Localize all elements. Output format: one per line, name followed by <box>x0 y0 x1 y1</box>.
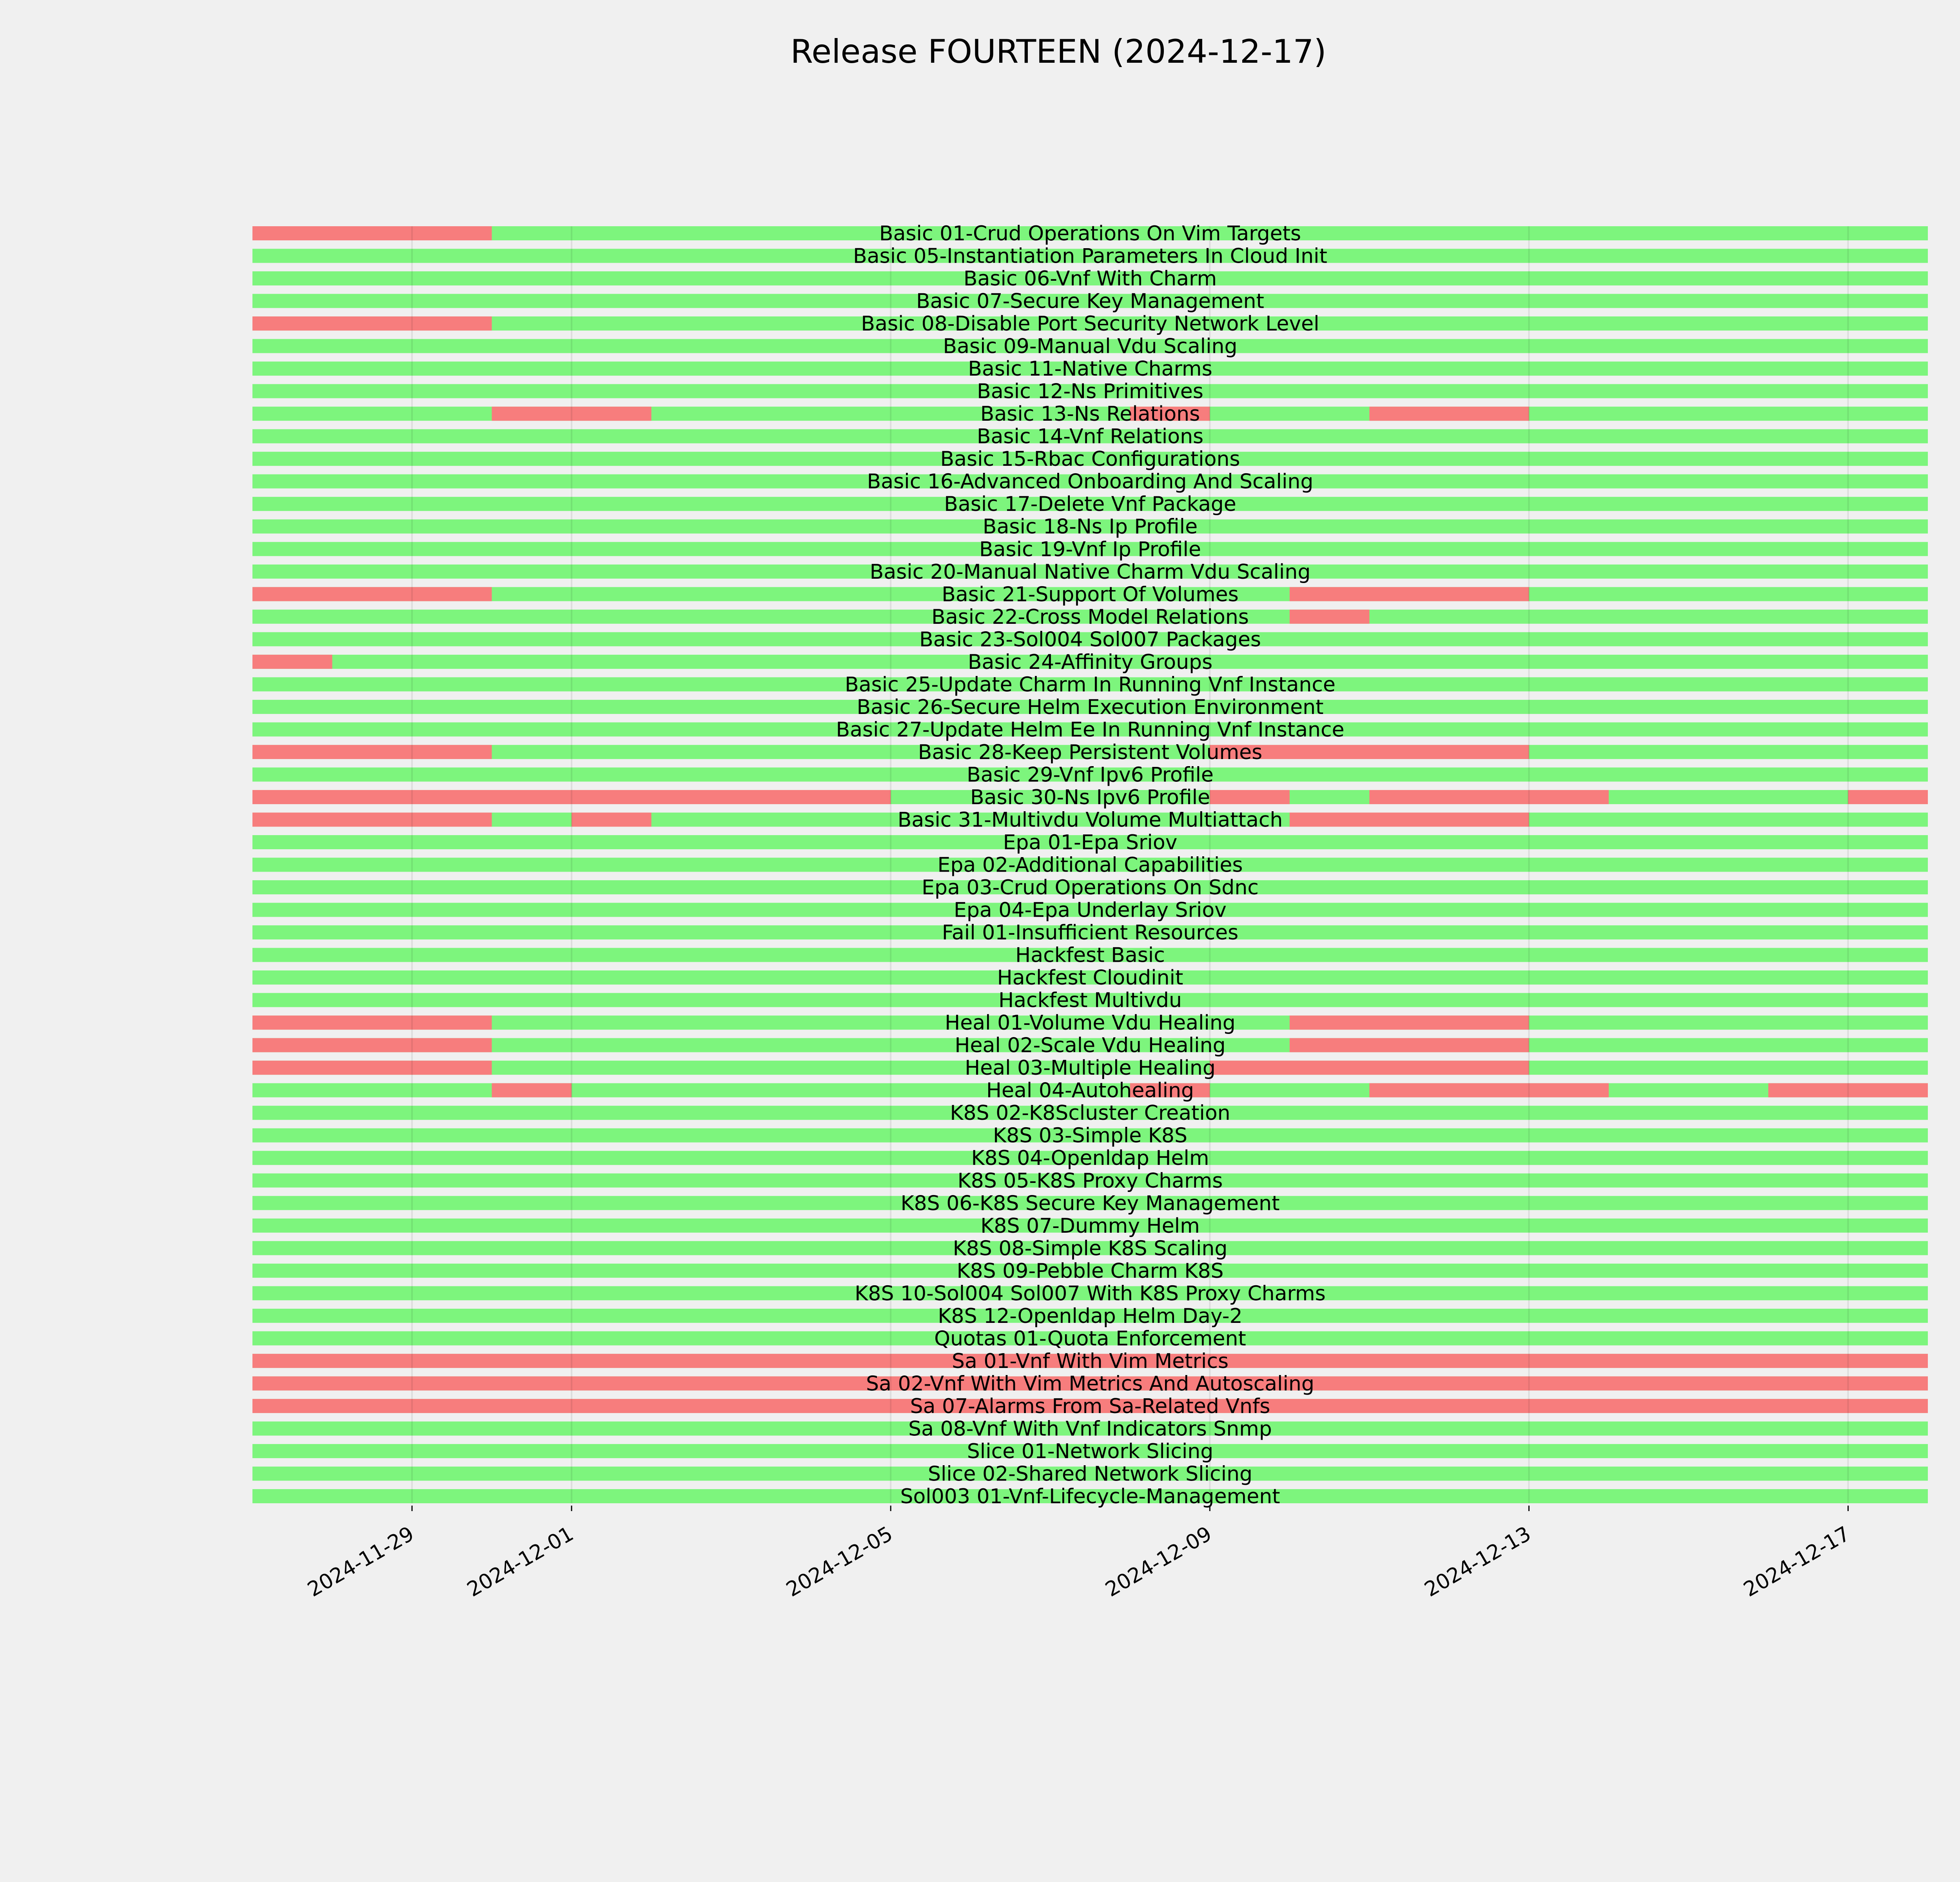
row-label: Basic 01-Crud Operations On Vim Targets <box>879 222 1301 245</box>
row-label: Epa 02-Additional Capabilities <box>937 853 1243 877</box>
x-tick-label: 2024-11-29 <box>303 1522 418 1602</box>
row-label: Sa 01-Vnf With Vim Metrics <box>951 1349 1229 1373</box>
row-label: Basic 23-Sol004 Sol007 Packages <box>919 628 1261 652</box>
fail-segment <box>1290 610 1370 624</box>
row-label: Basic 25-Update Charm In Running Vnf Instance <box>845 673 1336 697</box>
row-label: Slice 01-Network Slicing <box>967 1439 1214 1463</box>
row-label: Basic 26-Secure Helm Execution Environment <box>857 695 1324 719</box>
row-label: Basic 27-Update Helm Ee In Running Vnf Instance <box>836 718 1345 742</box>
row-label: Basic 20-Manual Native Charm Vdu Scaling <box>869 560 1311 584</box>
row-label: Basic 11-Native Charms <box>968 357 1212 381</box>
row-label: K8S 07-Dummy Helm <box>980 1214 1200 1238</box>
row-label: Hackfest Cloudinit <box>997 966 1183 990</box>
row-label: K8S 09-Pebble Charm K8S <box>956 1259 1224 1283</box>
row-label: Basic 12-Ns Primitives <box>977 380 1203 403</box>
fail-segment <box>1290 812 1529 827</box>
row-label: K8S 08-Simple K8S Scaling <box>953 1237 1228 1261</box>
row-label: Basic 21-Support Of Volumes <box>942 583 1239 607</box>
fail-segment <box>1210 1061 1529 1075</box>
row-label: Basic 14-Vnf Relations <box>976 425 1204 449</box>
row-label: Basic 22-Cross Model Relations <box>931 605 1249 629</box>
row-label: Sol003 01-Vnf-Lifecycle-Management <box>900 1485 1280 1508</box>
x-tick-label: 2024-12-17 <box>1740 1522 1854 1602</box>
row-label: Sa 07-Alarms From Sa-Related Vnfs <box>910 1394 1270 1418</box>
row-label: Basic 30-Ns Ipv6 Profile <box>970 785 1210 809</box>
fail-segment <box>252 812 492 827</box>
row-label: K8S 02-K8Scluster Creation <box>950 1101 1230 1125</box>
fail-segment <box>492 1083 572 1097</box>
row-label: Basic 17-Delete Vnf Package <box>944 492 1236 516</box>
fail-segment <box>572 812 652 827</box>
fail-segment <box>1369 407 1529 421</box>
row-label: Basic 24-Affinity Groups <box>967 650 1213 674</box>
fail-segment <box>1290 1038 1529 1052</box>
fail-segment <box>252 316 492 331</box>
row-label: Basic 08-Disable Port Security Network Level <box>861 312 1319 336</box>
fail-segment <box>252 587 492 601</box>
fail-segment <box>252 745 492 759</box>
row-label: Quotas 01-Quota Enforcement <box>934 1327 1246 1351</box>
row-label: Epa 04-Epa Underlay Sriov <box>954 898 1227 922</box>
row-label: Slice 02-Shared Network Slicing <box>927 1462 1253 1486</box>
fail-segment <box>1369 1083 1609 1097</box>
row-label: Heal 02-Scale Vdu Healing <box>955 1034 1226 1057</box>
row-label: Fail 01-Insufficient Resources <box>942 921 1239 945</box>
row-label: Basic 16-Advanced Onboarding And Scaling <box>867 470 1314 494</box>
row-label: Basic 29-Vnf Ipv6 Profile <box>967 763 1214 787</box>
fail-segment <box>1290 1015 1529 1030</box>
row-label: Basic 19-Vnf Ip Profile <box>979 538 1201 561</box>
row-label: Hackfest Basic <box>1015 943 1165 967</box>
row-label: Basic 09-Manual Vdu Scaling <box>943 334 1238 358</box>
x-tick-label: 2024-12-13 <box>1420 1522 1535 1602</box>
fail-segment <box>252 1038 492 1052</box>
row-label: Basic 05-Instantiation Parameters In Cloud Init <box>853 244 1327 268</box>
x-tick-label: 2024-12-05 <box>782 1522 897 1602</box>
row-label: K8S 05-K8S Proxy Charms <box>957 1169 1223 1193</box>
row-label: Heal 03-Multiple Healing <box>965 1056 1216 1080</box>
row-label: Basic 28-Keep Persistent Volumes <box>918 740 1263 764</box>
fail-segment <box>1369 790 1609 804</box>
fail-segment <box>1848 790 1928 804</box>
chart-title: Release FOURTEEN (2024-12-17) <box>790 33 1327 71</box>
row-label: Basic 15-Rbac Configurations <box>940 447 1240 471</box>
fail-segment <box>1290 587 1529 601</box>
row-label: K8S 03-Simple K8S <box>993 1124 1187 1148</box>
row-label: Heal 04-Autohealing <box>986 1079 1194 1103</box>
row-label: Epa 01-Epa Sriov <box>1003 830 1178 854</box>
fail-segment <box>252 1061 492 1075</box>
row-label: Basic 07-Secure Key Management <box>916 289 1264 313</box>
row-label: Heal 01-Volume Vdu Healing <box>945 1011 1236 1035</box>
row-label: K8S 10-Sol004 Sol007 With K8S Proxy Charms <box>855 1282 1326 1306</box>
row-label: Basic 13-Ns Relations <box>980 402 1200 426</box>
x-tick-label: 2024-12-01 <box>463 1522 578 1602</box>
row-label: Sa 02-Vnf With Vim Metrics And Autoscaling <box>866 1372 1314 1396</box>
row-label: Epa 03-Crud Operations On Sdnc <box>922 876 1259 900</box>
fail-segment <box>1210 790 1290 804</box>
row-label: Basic 18-Ns Ip Profile <box>982 515 1198 539</box>
row-label: Basic 06-Vnf With Charm <box>963 267 1217 291</box>
row-label: K8S 12-Openldap Helm Day-2 <box>938 1304 1243 1328</box>
row-label: K8S 06-K8S Secure Key Management <box>900 1192 1280 1215</box>
fail-segment <box>252 1015 492 1030</box>
x-tick-label: 2024-12-09 <box>1101 1522 1216 1602</box>
fail-segment <box>252 655 332 669</box>
row-label: K8S 04-Openldap Helm <box>971 1146 1209 1170</box>
row-label: Sa 08-Vnf With Vnf Indicators Snmp <box>908 1417 1272 1441</box>
fail-segment <box>252 226 492 240</box>
row-label: Hackfest Multivdu <box>998 988 1182 1012</box>
row-label: Basic 31-Multivdu Volume Multiattach <box>897 808 1283 832</box>
